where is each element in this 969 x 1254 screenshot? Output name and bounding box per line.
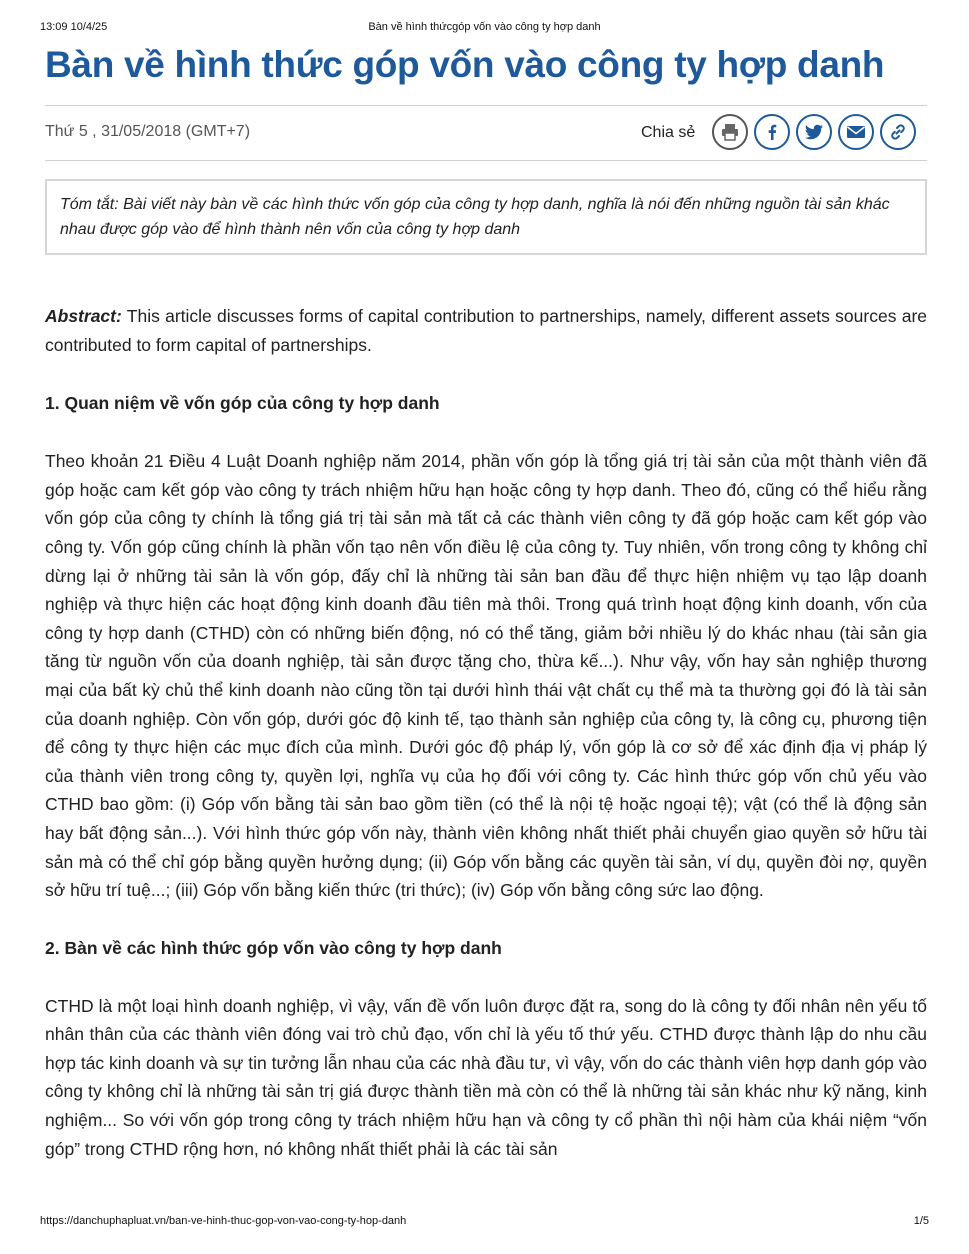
twitter-icon[interactable] [796,114,832,150]
abstract-label: Abstract: [45,306,122,326]
print-header [40,21,929,37]
summary-box: Tóm tắt: Bài viết này bàn về các hình thức vốn góp của công ty hợp danh, nghĩa là nói đến những nguồn tài sản khác nhau được góp vào để hình thành nên vốn của công ty hợp danh [45,179,927,255]
email-icon[interactable] [838,114,874,150]
page-number: 1/5 [913,1215,929,1227]
print-icon[interactable] [712,114,748,150]
body-paragraph-2: CTHD là một loại hình doanh nghiệp, vì vậy, vấn đề vốn luôn được đặt ra, song do là công ty đối nhân nên yếu tố nhân thân của các thành viên đóng vai trò chủ đạo, vốn chỉ là yếu tố thứ yếu. CTHD được thành lập do nhu cầu hợp tác kinh doanh và sự tin tưởng lẫn nhau của các nhà đầu tư, vì vậy, vốn do các thành viên hợp danh góp vào công ty không chỉ là những tài sản trị giá được thành tiền mà còn có thể là những tài sản khác như kỹ năng, kinh nghiệm... So với vốn góp trong công ty trách nhiệm hữu hạn và công ty cổ phần thì nội hàm của khái niệm “vốn góp” trong CTHD rộng hơn, nó không nhất thiết phải là các tài sản [45,995,927,1159]
article-date: Thứ 5 , 31/05/2018 (GMT+7) [45,123,251,140]
page-title: Bàn về hình thức góp vốn vào công ty hợp danh [45,44,885,85]
link-icon[interactable] [880,114,916,150]
facebook-icon[interactable] [754,114,790,150]
abstract-text: This article discusses forms of capital contribution to partnerships, namely, different assets sources are contributed to form capital of partnerships. [45,306,927,355]
article-body [45,302,927,1163]
page-url: https://danchuphapluat.vn/ban-ve-hinh-thuc-gop-von-vao-cong-ty-hop-danh [40,1215,407,1227]
share-label: Chia sẻ [641,124,696,141]
print-doc-title: Bàn về hình thứcgóp vốn vào công ty hợp danh [368,21,601,33]
divider-top [45,105,927,106]
body-paragraph-1: Theo khoản 21 Điều 4 Luật Doanh nghiệp năm 2014, phần vốn góp là tổng giá trị tài sản của một thành viên đã góp hoặc cam kết góp vào công ty trách nhiệm hữu hạn hoặc công ty hợp danh. Theo đó, cũng có thể hiểu rằng vốn góp của công ty chính là tổng giá trị tài sản mà tất cả các thành viên công ty đã góp hoặc cam kết góp vào công ty. Vốn góp cũng chính là phần vốn tạo nên vốn điều lệ của công ty. Tuy nhiên, vốn trong công ty không chỉ dừng lại ở những tài sản là vốn góp, đấy chỉ là những tài sản ban đầu để thực hiện nhiệm vụ tạo lập doanh nghiệp và thực hiện các hoạt động kinh doanh đầu tiên mà thôi. Trong quá trình hoạt động kinh doanh, vốn của công ty hợp danh (CTHD) còn có những biến động, nó có thể tăng, giảm bởi nhiều lý do khác nhau (tài sản gia tăng từ nguồn vốn của doanh nghiệp, tài sản được tặng cho, thừa kế...). Như vậy, vốn hay sản nghiệp thương mại của bất kỳ chủ thể kinh doanh nào cũng tồn tại dưới hình thái vật chất cụ thể mà ta thường gọi đó là tài sản của doanh nghiệp. Còn vốn góp, dưới góc độ kinh tế, tạo thành sản nghiệp của công ty, là công cụ, phương tiện để công ty thực hiện các mục đích của mình. Dưới góc độ pháp lý, vốn góp là cơ sở để xác định địa vị pháp lý của thành viên trong công ty, quyền lợi, nghĩa vụ của họ đối với công ty. Các hình thức góp vốn chủ yếu vào CTHD bao gồm: (i) Góp vốn bằng tài sản bao gồm tiền (có thể là nội tệ hoặc ngoại tệ); vật (có thể là động sản hay bất động sản...). Với hình thức góp vốn này, thành viên không nhất thiết phải chuyển giao quyền sở hữu tài sản mà có thể chỉ góp bằng quyền hưởng dụng; (ii) Góp vốn bằng các quyền tài sản, ví dụ, quyền đòi nợ, quyền sở hữu trí tuệ...; (iii) Góp vốn bằng kiến thức (tri thức); (iv) Góp vốn bằng công sức lao động. [45,451,927,901]
abstract-paragraph [45,302,927,359]
print-footer [40,1215,929,1231]
section-heading-2: 2. Bàn về các hình thức góp vốn vào công ty hợp danh [45,937,502,958]
section-heading-1: 1. Quan niệm về vốn góp của công ty hợp danh [45,393,440,414]
divider-bottom [45,160,927,161]
print-datetime: 13:09 10/4/25 [40,21,108,33]
